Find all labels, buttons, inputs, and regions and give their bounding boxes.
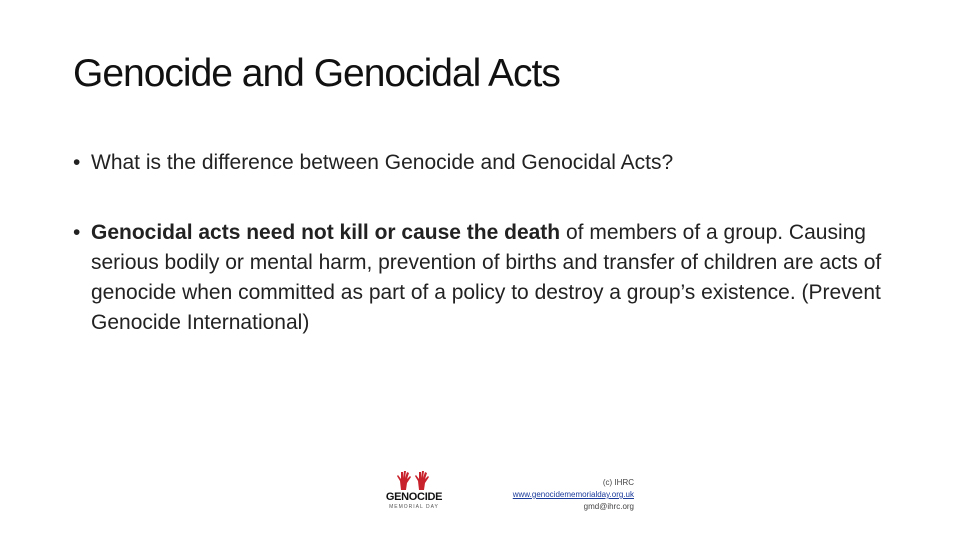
bullet-dot-icon: • [73, 221, 81, 244]
website-link[interactable]: www.genocidememorialday.org.uk [512, 490, 634, 499]
slide-title: Genocide and Genocidal Acts [73, 52, 560, 95]
bullet-item-question [73, 148, 893, 178]
bullet-list [73, 148, 893, 338]
bullet-text: What is the difference between Genocide and Genocidal Acts? [91, 151, 674, 174]
logo-wordmark: GENOCIDE [385, 491, 443, 503]
logo-subtitle: MEMORIAL DAY [389, 504, 439, 510]
genocide-memorial-day-logo [379, 469, 449, 513]
bullet-text: of members of a group. Causing serious bodily or mental harm, prevention of births and transfer of children are acts of genocide when committed as part of a policy to destroy a group’s existence. (Prevent Genocide International) [91, 221, 882, 334]
bullet-dot-icon: • [73, 151, 81, 174]
red-hands-icon [395, 469, 433, 491]
footer-info [513, 477, 634, 513]
email-text: gmd@ihrc.org [583, 502, 634, 511]
copyright-text: (c) IHRC [602, 478, 634, 487]
bullet-item-definition [73, 218, 893, 338]
bullet-bold-text: Genocidal acts need not kill or cause the death [91, 221, 561, 244]
